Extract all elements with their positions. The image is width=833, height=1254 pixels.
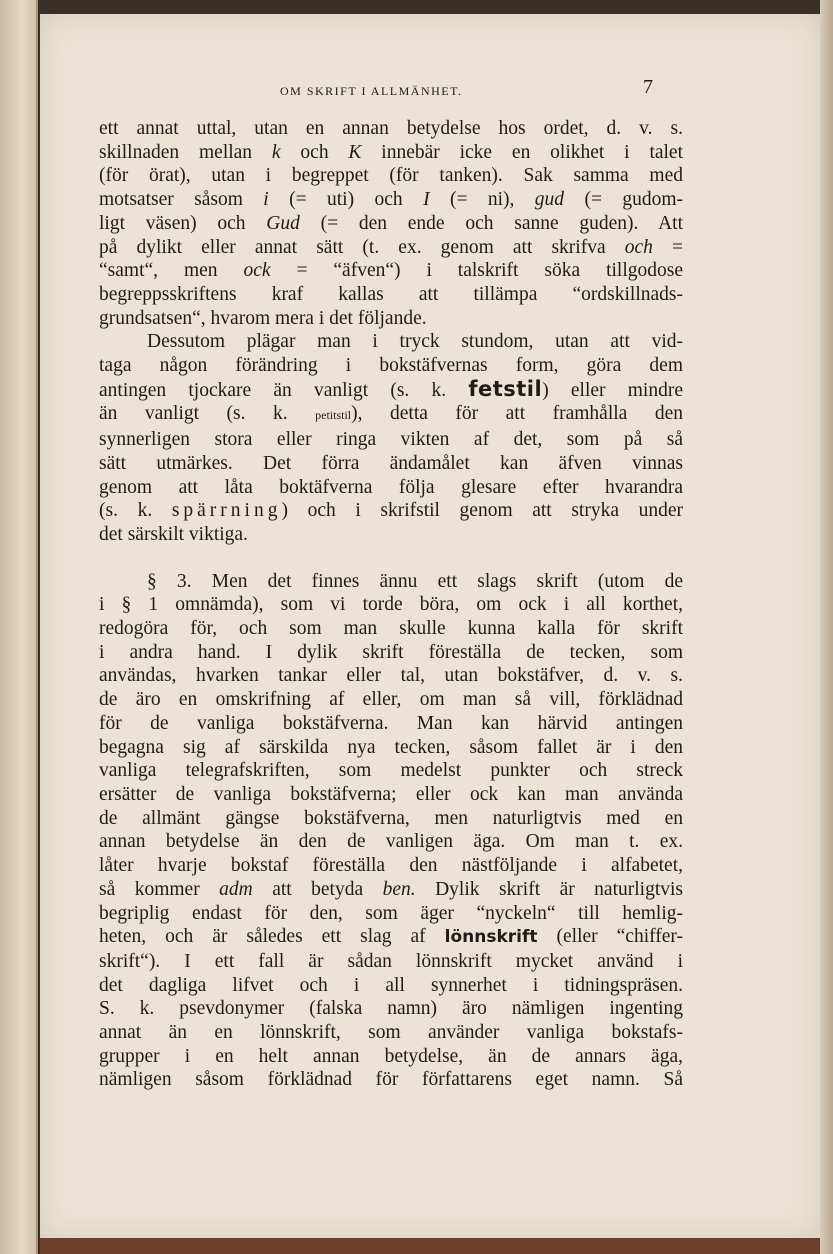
text-line: vanliga telegrafskriften, som medelst punkter och streck — [99, 760, 683, 782]
text-line: ersätter de vanliga bokstäfverna; eller ock kan man använda — [99, 783, 683, 805]
text-line: på dylikt eller annat sätt (t. ex. genom att skrifva och = — [99, 236, 683, 258]
text-line: taga någon förändring i bokstäfvernas form, göra dem — [99, 355, 683, 377]
sparrning-example: spärrning — [171, 500, 282, 522]
text-line: i andra hand. I dylik skrift föreställa de tecken, som — [99, 641, 683, 663]
page-body — [99, 117, 683, 1092]
text-line: i § 1 omnämda), som vi torde böra, om ock i all korthet, — [99, 594, 683, 616]
text-line: begreppsskriftens kraf kallas att tillämpa “ordskillnads- — [99, 283, 683, 305]
text-line: nämligen såsom förklädnad för författarens eget namn. Så — [99, 1069, 683, 1091]
text-line: genom att låta boktäfverna följa glesare efter hvarandra — [99, 476, 683, 498]
text-line: det dagliga lifvet och i all synnerhet i tidningspräsen. — [99, 974, 683, 996]
text-line: annan betydelse än den de vanligen äga. Om man t. ex. — [99, 831, 683, 853]
petitstil-example: petitstil — [315, 408, 352, 423]
page-number: 7 — [643, 76, 653, 98]
text-line: § 3. Men det finnes ännu ett slags skrift (utom de — [147, 570, 683, 592]
fetstil-example: fetstil — [468, 376, 543, 401]
text-line: antingen tjockare än vanligt (s. k. fetstil) eller mindre — [99, 376, 683, 401]
text-line: “samt“, men ock = “äfven“) i talskrift söka tillgodose — [99, 260, 683, 282]
page-edge-right — [820, 0, 833, 1254]
text-line: användas, hvarken tankar eller tal, utan bokstäfver, d. v. s. — [99, 665, 683, 687]
lonnskrift-term: lönnskrift — [444, 927, 538, 948]
text-line: grundsatsen“, hvarom mera i det följande. — [99, 307, 427, 329]
text-line: Dessutom plägar man i tryck stundom, utan att vid- — [147, 331, 683, 353]
text-line: för de vanliga bokstäfverna. Man kan härvid antingen — [99, 712, 683, 734]
book-spine-left — [0, 0, 38, 1254]
text-line: ett annat uttal, utan en annan betydelse hos ordet, d. v. s. — [99, 118, 683, 139]
text-line: skillnaden mellan k och K innebär icke en olikhet i talet — [99, 141, 684, 163]
text-line: skrift“). I ett fall är sådan lönnskrift mycket använd i — [99, 950, 683, 972]
text-line: annat än en lönnskrift, som använder vanliga bokstafs- — [99, 1022, 683, 1044]
text-line: de allmänt gängse bokstäfverna, men naturligtvis med en — [99, 807, 683, 829]
text-line: ligt väsen) och Gud (= den ende och sanne guden). Att — [99, 212, 683, 234]
book-binding-bottom — [40, 1238, 820, 1254]
text-line: motsatser såsom i (= uti) och I (= ni), gud (= gudom- — [99, 189, 684, 211]
text-line: (s. k. spärrning) och i skrifstil genom att stryka under — [99, 500, 683, 522]
text-line: låter hvarje bokstaf föreställa den nästföljande i alfabetet, — [99, 855, 683, 877]
text-line: synnerligen stora eller ringa vikten af det, som på så — [99, 429, 683, 451]
text-line: det särskilt viktiga. — [99, 523, 248, 545]
text-line: begagna sig af särskilda nya tecken, såsom fallet är i den — [99, 736, 683, 758]
running-header: OM SKRIFT I ALLMÄNHET. — [280, 84, 463, 98]
text-line: sätt utmärkes. Det förra ändamålet kan äfven vinnas — [99, 452, 683, 474]
text-line: (för örat), utan i begreppet (för tanken). Sak samma med — [99, 165, 683, 187]
text-line: de äro en omskrifning af eller, om man så vill, förklädnad — [99, 689, 683, 711]
text-line: än vanligt (s. k. petitstil), detta för att framhålla den — [99, 403, 683, 425]
text-line: grupper i en helt annan betydelse, än de annars äga, — [99, 1045, 683, 1067]
text-line: redogöra för, och som man skulle kunna kalla för skrift — [99, 618, 683, 640]
text-line: heten, och är således ett slag af lönnskrift (eller “chiffer- — [99, 926, 683, 948]
text-line: begriplig endast för den, som äger “nyckeln“ till hemlig- — [99, 902, 683, 924]
text-line: S. k. psevdonymer (falska namn) äro nämligen ingenting — [99, 998, 683, 1020]
text-line: så kommer adm att betyda ben. Dylik skrift är naturligtvis — [99, 878, 684, 900]
